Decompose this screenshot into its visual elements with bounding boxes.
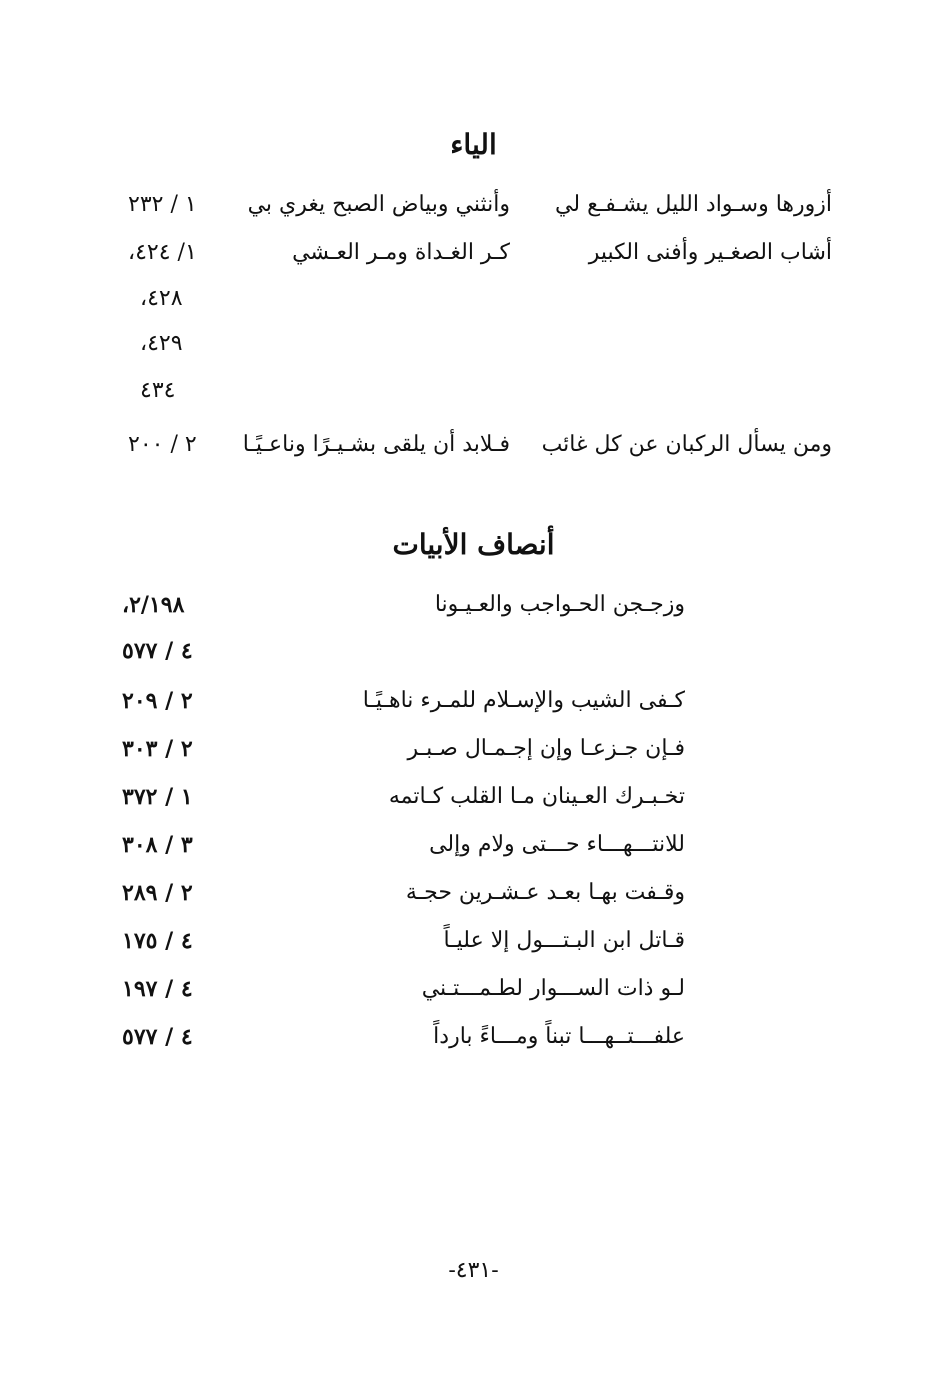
verse-reference: ٢ / ٢٠٠	[128, 432, 197, 457]
half-verse-reference: ٢ / ٢٠٩	[122, 688, 193, 714]
half-verse-row	[0, 972, 947, 1012]
verse-second-hemistich: وأنثني وبياض الصبح يغري بي	[247, 192, 510, 217]
extra-reference: ٤٣٤	[140, 378, 176, 403]
verse-row	[0, 428, 947, 468]
half-verse-text: قـاتل ابن البـتـــول إلا عليـاً	[443, 928, 685, 953]
half-verse-text: تخـبـرك العـينان مـا القلب كـاتمه	[388, 784, 685, 809]
half-verse-reference: ٤ / ١٧٥	[122, 928, 193, 954]
verse-second-hemistich: كـر الغـداة ومـر العـشي	[292, 240, 510, 265]
section-title-ya: الياء	[450, 128, 497, 161]
section-title-half-verses: أنصاف الأبيات	[392, 528, 555, 561]
half-verse-text: للانتـــهـــاء حـــتى ولام وإلى	[429, 832, 685, 857]
half-verse-row	[0, 828, 947, 868]
verse-reference: ١/ ٤٢٤،	[128, 240, 197, 265]
verse-reference: ١ / ٢٣٢	[128, 192, 197, 217]
verse-row	[0, 236, 947, 276]
half-verse-row	[0, 634, 947, 674]
half-verse-reference: ٤ / ١٩٧	[122, 976, 193, 1002]
half-verse-text: وزجـجن الحـواجب والعـيـونا	[434, 592, 685, 617]
half-verse-reference: ١ / ٣٧٢	[122, 784, 193, 810]
half-verse-row	[0, 732, 947, 772]
verse-row	[0, 188, 947, 228]
page-number: -٤٣١-	[448, 1258, 499, 1283]
half-verse-row	[0, 1020, 947, 1060]
half-verse-reference: ٢ / ٣٠٣	[122, 736, 193, 762]
half-verse-text: وقـفت بهـا بعـد عـشـرين حجـة	[405, 880, 685, 905]
half-verse-row	[0, 588, 947, 628]
extra-reference: ٤٢٩،	[140, 331, 183, 356]
half-verse-reference: ٢/١٩٨،	[122, 592, 185, 618]
half-verse-reference: ٤ / ٥٧٧	[122, 638, 193, 664]
half-verse-reference: ٤ / ٥٧٧	[122, 1024, 193, 1050]
half-verse-reference: ٢ / ٢٨٩	[122, 880, 193, 906]
half-verse-reference: ٣ / ٣٠٨	[122, 832, 193, 858]
verse-first-hemistich: أشاب الصغـير وأفنى الكبير	[588, 240, 832, 265]
verse-first-hemistich: ومن يسأل الركبان عن كل غائب	[541, 432, 832, 457]
extra-reference: ٤٢٨،	[140, 286, 183, 311]
half-verse-row	[0, 684, 947, 724]
half-verse-text: علفـــتــهـــا تبناً ومـــاءً بارداً	[433, 1024, 685, 1049]
verse-first-hemistich: أزورها وسـواد الليل يشـفـع لي	[555, 192, 832, 217]
half-verse-row	[0, 876, 947, 916]
half-verse-row	[0, 924, 947, 964]
verse-second-hemistich: فـلابد أن يلقى بشـيـرًا وناعـيًـا	[242, 432, 510, 457]
half-verse-text: لـو ذات الســـوار لطـمـــتـني	[421, 976, 685, 1001]
half-verse-text: فـإن جـزعـا وإن إجـمـال صـبـر	[407, 736, 685, 761]
half-verse-row	[0, 780, 947, 820]
half-verse-text: كـفى الشيب والإسـلام للمـرء ناهـيًـا	[362, 688, 685, 713]
